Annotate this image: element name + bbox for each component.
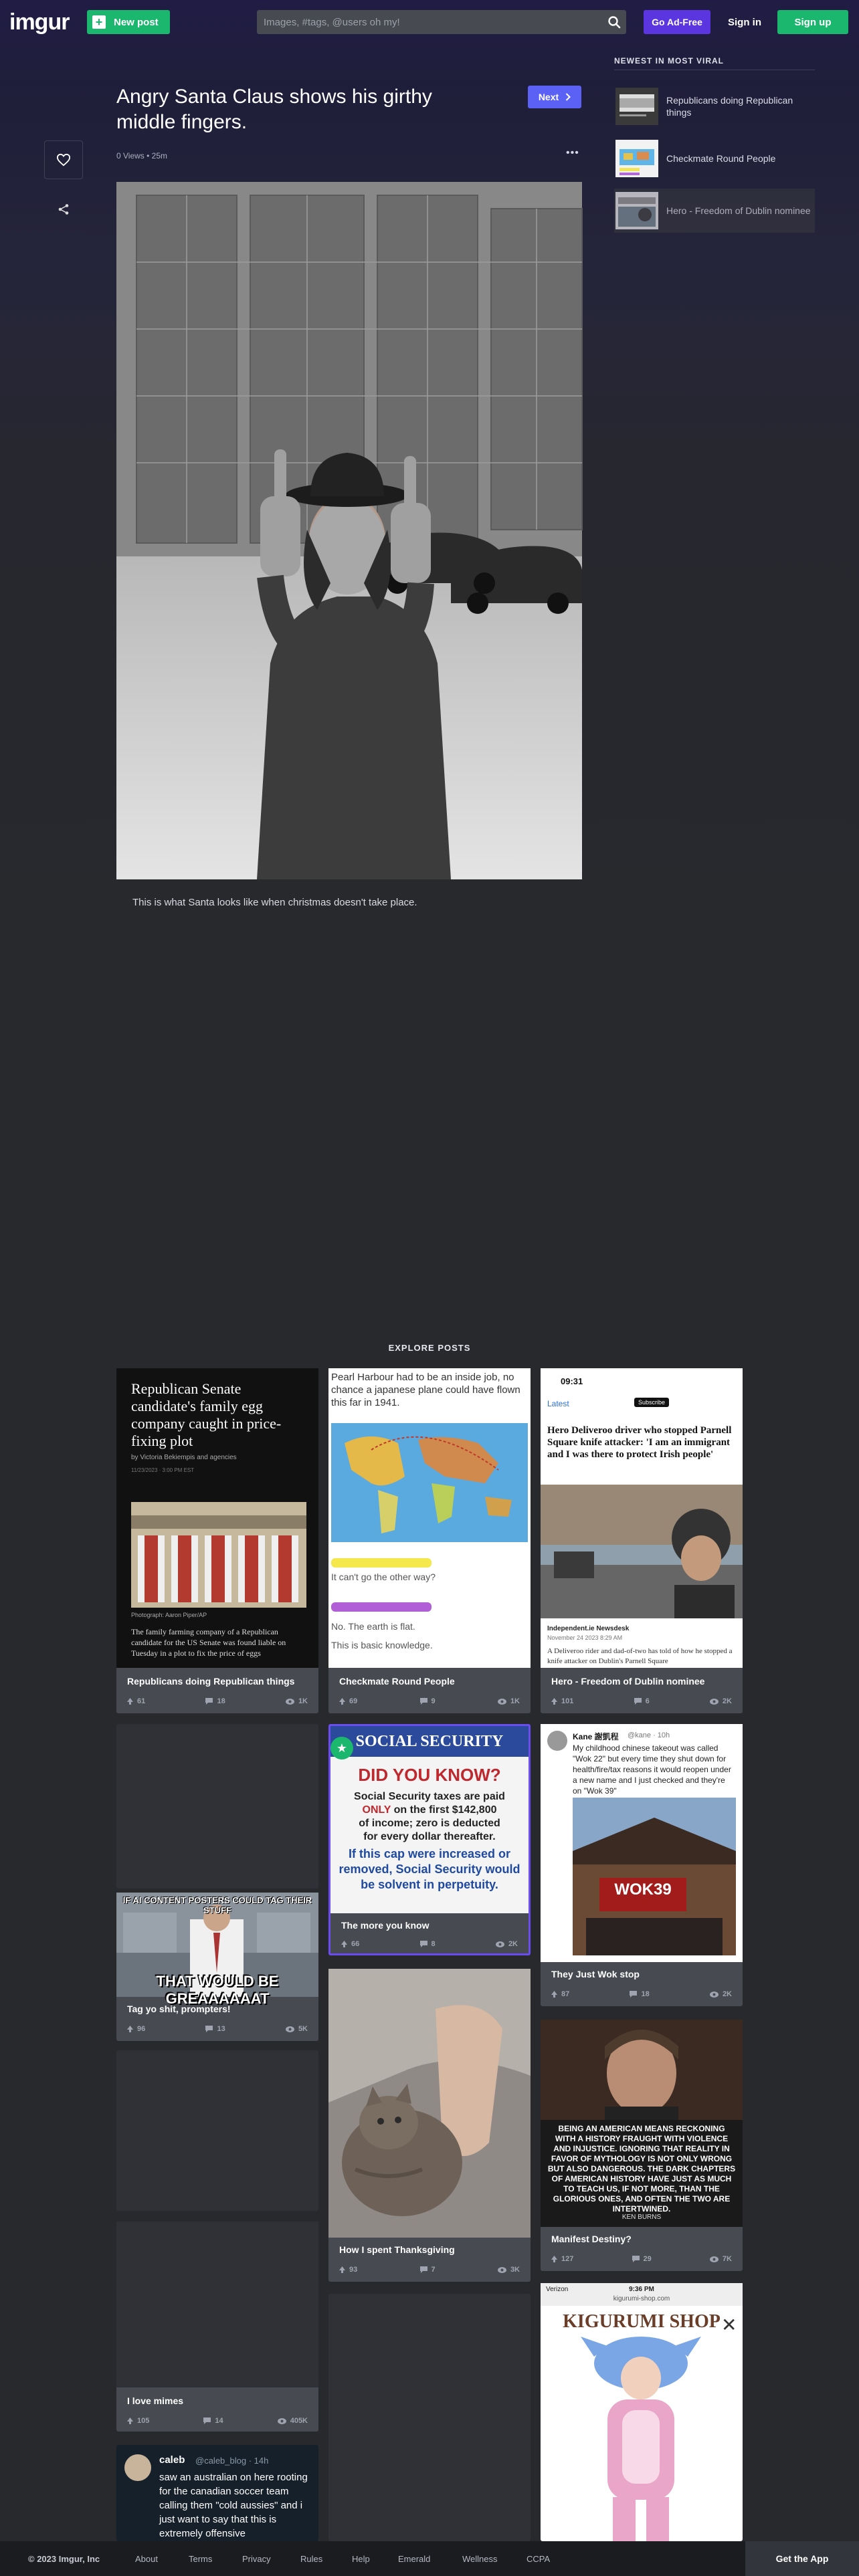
ad-placeholder [116, 2050, 318, 2211]
explore-card[interactable] [116, 2445, 318, 2541]
wok-sign: WOK39 [614, 1881, 672, 1899]
share-icon [58, 203, 70, 215]
sidebar-item-checkmate[interactable] [614, 136, 815, 181]
ken-burns-photo [541, 2020, 743, 2120]
article-headline: Republican Senate candidate's family egg company caught in price-fixing plot [131, 1380, 282, 1449]
share-button[interactable] [54, 199, 74, 219]
explore-card[interactable] [116, 1893, 318, 2041]
meme-bottom-text-1: No. The earth is flat. [331, 1621, 415, 1632]
santa-photo [116, 182, 582, 879]
footer-link-ccpa[interactable]: CCPA [527, 2554, 551, 2564]
search-bar[interactable] [257, 10, 626, 34]
article-source: Independent.ie Newsdesk [547, 1625, 630, 1632]
chevron-right-icon [565, 93, 571, 101]
shop-logo: KIGURUMI SHOP [563, 2311, 721, 2332]
comment-icon [420, 1941, 427, 1947]
article-caption: Photograph: Aaron Piper/AP [131, 1612, 207, 1618]
new-post-label: New post [114, 16, 159, 28]
card-stats [127, 2417, 308, 2425]
sidebar-thumb [615, 192, 658, 229]
get-the-app-button[interactable]: Get the App [745, 2541, 859, 2576]
phone-time: 09:31 [561, 1376, 583, 1386]
meme-mid-text: It can't go the other way? [331, 1572, 436, 1582]
street-photo [541, 1485, 743, 1618]
favorite-button[interactable] [44, 140, 83, 179]
footer-link-help[interactable]: Help [352, 2554, 370, 2564]
kigurumi-photo [581, 2337, 701, 2541]
explore-card[interactable] [541, 1368, 743, 1713]
phone-time: 9:36 PM [629, 2286, 654, 2293]
upvote-icon [339, 2266, 345, 2273]
back-link: Latest [547, 1399, 569, 1408]
fact-line-2: ONLY on the first $142,800 [362, 1804, 497, 1816]
avatar [547, 1731, 567, 1751]
next-post-button[interactable] [528, 86, 581, 108]
new-post-button[interactable] [87, 10, 170, 34]
tweet-handle: @kane · 10h [628, 1731, 670, 1739]
card-title: Hero - Freedom of Dublin nominee [551, 1676, 705, 1687]
card-image [328, 1969, 531, 2238]
card-stats [551, 1697, 732, 1705]
sidebar-thumb [615, 140, 658, 177]
scribble-purple [331, 1602, 432, 1612]
plus-icon: + [92, 15, 106, 29]
sign-up-button[interactable]: Sign up [777, 10, 848, 34]
footer-link-emerald[interactable]: Emerald [398, 2554, 431, 2564]
card-image [328, 1368, 531, 1668]
meme-bottom-text: THAT WOULD BE GREAAAAAAT [156, 1973, 279, 2007]
explore-card[interactable] [116, 1368, 318, 1713]
card-title: They Just Wok stop [551, 1969, 640, 1979]
tweet-user: caleb [159, 2454, 185, 2466]
comment-icon [632, 2256, 640, 2262]
tweet-text: saw an australian on here rooting for the canadian soccer team calling them "cold aussies" and i just want to say that this is extremely offensive [159, 2472, 308, 2539]
phone-carrier: Verizon [546, 2286, 569, 2293]
view-count: 2K [710, 1990, 732, 1998]
world-map [331, 1423, 528, 1542]
card-image [541, 2020, 743, 2227]
egg-farm-photo [131, 1502, 306, 1608]
explore-card[interactable] [116, 2222, 318, 2432]
upvote-icon [339, 1698, 345, 1705]
fact-line-1: Social Security taxes are paid [354, 1791, 505, 1802]
eye-icon [278, 2418, 286, 2424]
explore-card[interactable] [541, 2283, 743, 2541]
upvote-count: 127 [551, 2255, 573, 2263]
heart-icon [56, 153, 71, 167]
article-date: November 24 2023 8:29 AM [547, 1634, 623, 1641]
eye-icon [710, 1992, 719, 1998]
comment-count: 9 [420, 1697, 436, 1705]
sidebar-heading: NEWEST IN MOST VIRAL [614, 56, 724, 66]
view-count: 1K [498, 1697, 520, 1705]
comment-count: 14 [203, 2417, 223, 2425]
card-stats [127, 2025, 308, 2033]
view-count: 2K [496, 1940, 518, 1948]
card-image [541, 1724, 743, 1962]
eye-icon [286, 2026, 294, 2032]
card-stats [339, 2266, 520, 2274]
view-count: 405K [278, 2417, 308, 2425]
quote-text: BEING AN AMERICAN MEANS RECKONING WITH A HISTORY FRAUGHT WITH VIOLENCE AND INJUSTICE. IGNORING THAT REALITY IN FAVOR OF MYTHOLOGY IS NOT ONLY WRONG BUT ALSO DANGEROUS. THE DARK CHAPTERS OF AMERICAN HISTORY HAVE JUST AS MUCH TO TEACH US, IF NOT MORE, THAN THE GLORIOUS ONES, AND OFTEN THE TWO ARE INTERTWINED. [547, 2124, 736, 2214]
footer-link-terms[interactable]: Terms [189, 2554, 213, 2564]
sidebar-thumb [615, 88, 658, 125]
comment-count: 18 [630, 1990, 649, 1998]
eye-icon [496, 1941, 504, 1947]
eye-icon [498, 2267, 506, 2273]
close-icon: ✕ [721, 2315, 737, 2335]
post-image[interactable] [116, 182, 582, 879]
view-count: 2K [710, 1697, 732, 1705]
comment-icon [634, 1698, 642, 1705]
card-title: I love mimes [127, 2395, 184, 2406]
comment-count: 18 [205, 1697, 225, 1705]
footer [0, 2541, 859, 2576]
meme-top-text: Pearl Harbour had to be an inside job, no chance a japanese plane could have flown this far in 1941. [331, 1372, 520, 1408]
more-options-icon[interactable]: ••• [566, 147, 579, 158]
post-title: Angry Santa Claus shows his girthy middle fingers. [116, 86, 432, 133]
page-url: kigurumi-shop.com [613, 2295, 670, 2302]
explore-card[interactable] [541, 2020, 743, 2271]
upvote-count: 61 [127, 1697, 145, 1705]
comment-count: 7 [420, 2266, 436, 2274]
view-count: 7K [710, 2255, 732, 2263]
card-image [116, 2222, 318, 2387]
sidebar-item-hero[interactable] [614, 189, 815, 233]
card-stats [341, 1940, 518, 1948]
article-body: A Deliveroo rider and dad-of-two has told of how he stopped a knife attacker on Dublin's Parnell Square [547, 1647, 733, 1665]
fact-line-3: of income; zero is deducted [359, 1818, 500, 1829]
eye-icon [498, 1699, 506, 1705]
top-bar [0, 0, 859, 44]
upvote-icon [127, 1698, 133, 1705]
card-stats [551, 1990, 732, 1998]
avatar [124, 2454, 151, 2481]
footer-link-privacy[interactable]: Privacy [242, 2554, 271, 2564]
view-count: 1K [286, 1697, 308, 1705]
comment-icon [420, 1698, 427, 1705]
comment-icon [205, 2026, 213, 2032]
card-image [541, 1368, 743, 1668]
comment-icon [630, 1991, 637, 1998]
upvote-icon [127, 2026, 133, 2032]
post-meta: 0 Views • 25m [116, 151, 168, 160]
upvote-count: 105 [127, 2417, 149, 2425]
post-description: This is what Santa looks like when christmas doesn't take place. [132, 897, 417, 908]
tweet-handle: @caleb_blog · 14h [195, 2456, 269, 2466]
go-ad-free-button[interactable]: Go Ad-Free [644, 10, 710, 34]
fact-text [330, 1790, 529, 1844]
quote-author: KEN BURNS [622, 2214, 662, 2221]
tweet-user: Kane 謝凱程 [573, 1732, 619, 1741]
card-stats [551, 2255, 732, 2263]
upvote-count: 101 [551, 1697, 573, 1705]
article-body: The family farming company of a Republican candidate for the US Senate was found liable on Tuesday in a plot to fix the price of eggs [131, 1627, 286, 1658]
fact-conclusion: If this cap were increased or removed, Social Security would be solvent in perpetuity. [339, 1847, 520, 1891]
comment-icon [420, 2266, 427, 2273]
explore-heading: EXPLORE POSTS [388, 1343, 471, 1353]
search-placeholder: Images, #tags, @users oh my! [264, 16, 400, 28]
footer-link-rules[interactable]: Rules [300, 2554, 323, 2564]
sidebar-item-label: Republicans doing Republican things [666, 95, 793, 118]
upvote-icon [551, 1698, 557, 1705]
view-count: 3K [498, 2266, 520, 2274]
upvote-icon [551, 1991, 557, 1998]
subscribe-button: Subscribe [634, 1398, 669, 1407]
upvote-icon [551, 2256, 557, 2262]
sign-in-link[interactable]: Sign in [728, 16, 761, 28]
card-image [330, 1726, 529, 1913]
upvote-icon [341, 1941, 347, 1947]
comment-icon [205, 1698, 213, 1705]
upvote-count: 69 [339, 1697, 357, 1705]
fact-line-4: for every dollar thereafter. [363, 1831, 496, 1842]
card-title: Tag yo shit, prompters! [127, 2004, 231, 2014]
upvote-count: 87 [551, 1990, 569, 1998]
article-date: 11/23/2023 · 3:00 PM EST [131, 1467, 195, 1473]
explore-card[interactable] [328, 1969, 531, 2282]
comment-count: 29 [632, 2255, 652, 2263]
scribble-yellow [331, 1558, 432, 1568]
card-title: Republicans doing Republican things [127, 1676, 295, 1687]
card-image [116, 1893, 318, 2007]
eye-icon [710, 1699, 719, 1705]
ad-placeholder [116, 1724, 318, 1889]
view-count: 5K [286, 2025, 308, 2033]
next-label: Next [538, 92, 559, 102]
comment-icon [203, 2418, 211, 2424]
upvote-icon [127, 2418, 133, 2424]
comment-count: 6 [634, 1697, 650, 1705]
upvote-count: 93 [339, 2266, 357, 2274]
explore-card[interactable] [328, 1368, 531, 1713]
article-byline: by Victoria Bekiempis and agencies [131, 1454, 237, 1461]
explore-card[interactable] [328, 1724, 531, 1955]
imgur-logo[interactable]: imgur [9, 9, 70, 35]
comment-count: 8 [420, 1940, 436, 1948]
copyright: © 2023 Imgur, Inc [28, 2554, 100, 2564]
ad-placeholder [328, 2294, 531, 2541]
card-title: The more you know [341, 1920, 430, 1931]
upvote-count: 66 [341, 1940, 359, 1948]
banner: SOCIAL SECURITY [330, 1726, 529, 1757]
meme-top-text: IF AI CONTENT POSTERS COULD TAG THEIR STUFF [122, 1895, 312, 1915]
wok-restaurant-photo [573, 1798, 736, 1955]
sidebar-item-label: Hero - Freedom of Dublin nominee [666, 205, 811, 216]
upvote-count: 96 [127, 2025, 145, 2033]
card-title: Checkmate Round People [339, 1676, 455, 1687]
comment-count: 13 [205, 2025, 225, 2033]
card-stats [127, 1697, 308, 1705]
sidebar-item-republicans[interactable] [614, 84, 815, 128]
tweet-text: My childhood chinese takeout was called "Wok 22" but every time they shut down for health/fire/tax reasons it would reopen under a new name and I just checked and they're on "Wok 39" [573, 1743, 731, 1796]
explore-card[interactable] [541, 1724, 743, 2006]
article-headline: Hero Deliveroo driver who stopped Parnell Square knife attacker: 'I am an immigrant and I was there to protect Irish people' [547, 1425, 732, 1460]
footer-link-wellness[interactable]: Wellness [462, 2554, 498, 2564]
footer-link-about[interactable]: About [135, 2554, 158, 2564]
sidebar-item-label: Checkmate Round People [666, 153, 776, 164]
eye-icon [710, 2256, 719, 2262]
search-icon[interactable] [607, 15, 621, 29]
eye-icon [286, 1699, 294, 1705]
meme-bottom-text-2: This is basic knowledge. [331, 1640, 433, 1650]
cat-photo [328, 1969, 531, 2238]
did-you-know: DID YOU KNOW? [358, 1765, 501, 1785]
promoted-badge-icon: ★ [330, 1737, 353, 1759]
card-title: Manifest Destiny? [551, 2234, 632, 2244]
card-title: How I spent Thanksgiving [339, 2244, 455, 2255]
card-image [116, 1368, 318, 1668]
card-stats [339, 1697, 520, 1705]
